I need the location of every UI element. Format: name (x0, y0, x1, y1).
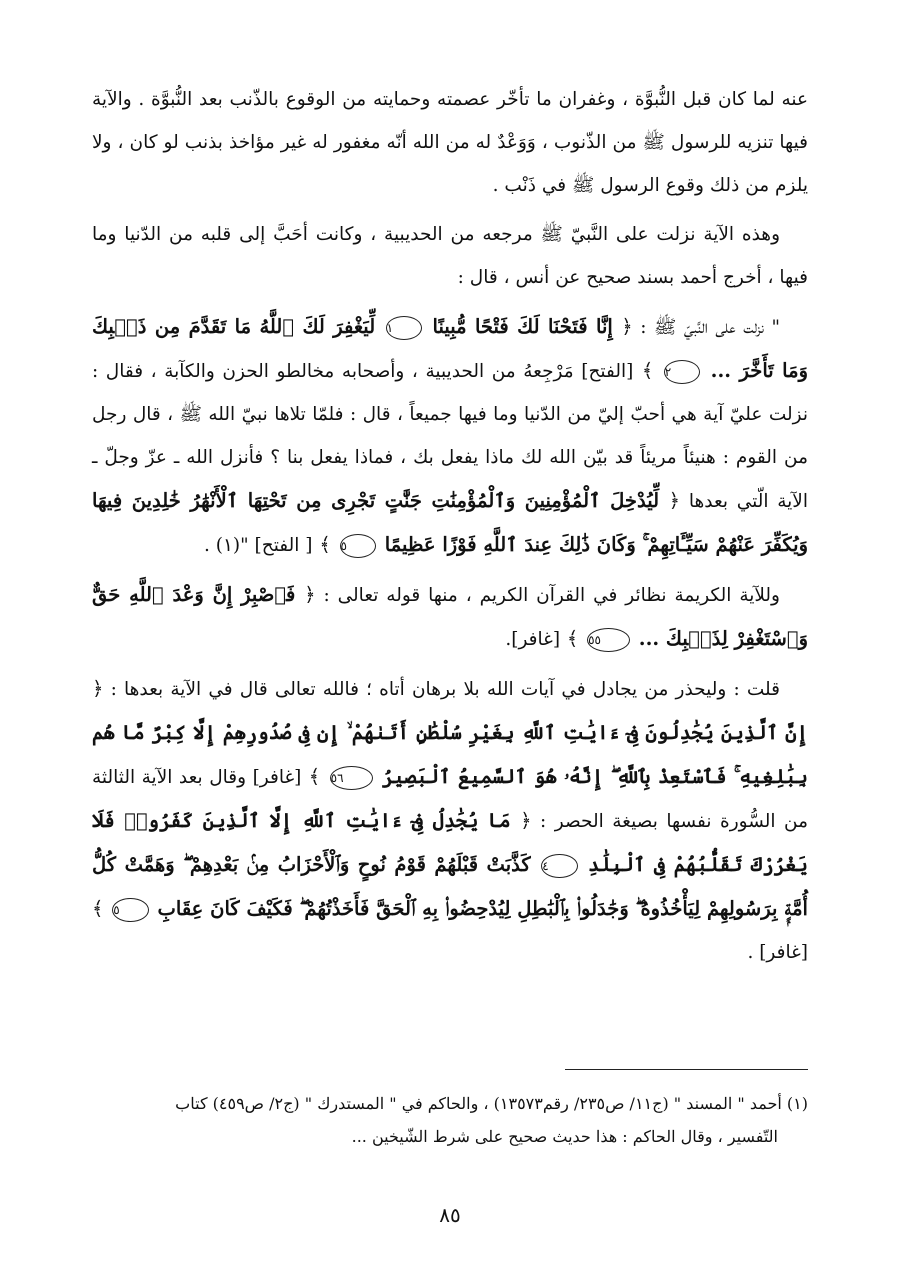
ornate-bracket-open: ﴿ (520, 809, 532, 832)
paragraph-body: [غافر] وقال بعد الآية الثالثة من السُّورة نفسها بصيغة الحصر : (92, 767, 808, 832)
verse-text: لِّيَغْفِرَ لَكَ ٱللَّهُ مَا تَقَدَّمَ مِن ذَنۢبِكَ وَمَا تَأَخَّرَ ... (92, 315, 808, 382)
verse-text: لِّيُدْخِلَ ٱلْمُؤْمِنِينَ وَٱلْمُؤْمِنَٰتِ جَنَّٰتٍ تَجْرِى مِن تَحْتِهَا ٱلْأَنْهَٰرُ خَٰلِدِينَ فِيهَا وَيُكَفِّرَ عَنْهُمْ سَيِّـَٔاتِهِمْ ۚ وَكَانَ ذَٰلِكَ عِندَ ٱللَّهِ فَوْزًا عَظِيمًا (92, 489, 808, 556)
ornate-bracket-close: ﴾ (566, 627, 579, 650)
ornate-bracket-open: ﴿ (668, 489, 681, 512)
paragraph-2: وهذه الآية نزلت على النَّبيّ ﷺ مرجعه من الحديبية ، وكانت أحَبَّ إلى قلبه من الدّنيا وما فيها ، أخرج أحمد بسند صحيح عن أنس ، قال : (92, 224, 808, 288)
verse-text: فَٱصْبِرْ إِنَّ وَعْدَ ٱللَّهِ حَقٌّ وَٱسْتَغْفِرْ لِذَنۢبِكَ ... (92, 583, 808, 650)
footnote (92, 1087, 808, 1153)
paragraph-lead: قلت : وليحذر من يجادل في آيات الله بلا برهان أتاه ؛ فالله تعالى قال في الآية بعدها : (110, 679, 780, 700)
verse-number-marker: ٥ (112, 898, 148, 922)
verse-number-marker: ٢ (664, 360, 700, 384)
ornate-bracket-open: ﴿ (92, 677, 104, 700)
paragraph-lead: وللآية الكريمة نظائر في القرآن الكريم ، منها قوله تعالى : (323, 585, 780, 606)
footnote-line: التّفسير ، وقال الحاكم : هذا حديث صحيح على شرط الشّيخين ... (351, 1127, 778, 1146)
page-body (92, 78, 808, 974)
verse-number-marker: ٤ (541, 854, 577, 878)
verse-number-marker: ٥ (340, 534, 376, 558)
verse-number-marker: ٥٥ (587, 628, 630, 652)
verse-text: مَا يُجَٰدِلُ فِىٓ ءَايَٰتِ ٱللَّهِ إِلَّا ٱلَّذِينَ كَفَرُوا۟ فَلَا يَغْرُرْكَ تَقَلُّبُهُمْ فِى ٱلْبِلَٰدِ (92, 809, 808, 876)
verse-text: إِنَّ ٱلَّذِينَ يُجَٰدِلُونَ فِىٓ ءَايَٰتِ ٱللَّهِ بِغَيْرِ سُلْطَٰنٍ أَتَىٰهُمْ ۙ إِن فِى صُدُورِهِمْ إِلَّا كِبْرٌ مَّا هُم بِبَٰلِغِيهِ ۚ فَٱسْتَعِذْ بِٱللَّهِ ۖ إِنَّهُۥ هُوَ ٱلسَّمِيعُ ٱلْبَصِيرُ (92, 721, 808, 788)
ornate-bracket-open: ﴿ (304, 583, 316, 606)
footnote-line: (١) أحمد " المسند " (ج١١/ ص٢٣٥/ رقم١٣٥٧٣) ، والحاكم في " المستدرك " (ج٢/ ص٤٥٩) كتاب (175, 1094, 808, 1113)
paragraph-1: عنه لما كان قبل النُّبوَّة ، وغفران ما تأخّر عصمته وحمايته من الوقوع بالذّنب بعد النُّبوَّة . والآية فيها تنزيه للرسول ﷺ من الذّنوب ، وَوَعْدٌ له من الله أنّه مغفور له غير مؤاخذ بذنب لو كان ، ولا يلزم من ذلك وقوع الرسول ﷺ في ذَنْب . (92, 89, 808, 196)
paragraph-4 (92, 573, 808, 661)
hadith-body: [الفتح] مَرْجِعهُ من الحديبية ، وأصحابه مخالطو الحزن والكآبة ، فقال : نزلت عليّ آية هي أحبّ إليّ من الدّنيا وما فيها جميعاً ، قال : فلمّا تلاها نبيّ الله ﷺ ، قال رجل من القوم : هنيئاً مريئاً قد بيّن الله لك ماذا يفعل بك ، فماذا يفعل بنا ؟ فأنزل الله ـ عزّ وجلّ ـ الآية الّتي بعدها (92, 361, 808, 512)
ornate-bracket-close: ﴾ (319, 533, 331, 556)
paragraph-5 (92, 667, 808, 974)
hadith-lead: " نزلت على النَّبيّ ﷺ : (640, 317, 780, 338)
page-number: ٨٥ (439, 1203, 461, 1227)
surah-reference: [غافر] . (747, 942, 808, 963)
surah-reference: [ الفتح] "(١) . (204, 535, 313, 556)
verse-text: كَذَّبَتْ قَبْلَهُمْ قَوْمُ نُوحٍ وَٱلْأَحْزَابُ مِنۢ بَعْدِهِمْ ۖ وَهَمَّتْ كُلُّ أُمَّةٍۭ بِرَسُولِهِمْ لِيَأْخُذُوهُ ۖ وَجَٰدَلُوا۟ بِٱلْبَٰطِلِ لِيُدْحِضُوا۟ بِهِ ٱلْحَقَّ فَأَخَذْتُهُمْ ۖ فَكَيْفَ كَانَ عِقَابِ (92, 853, 808, 920)
ornate-bracket-close: ﴾ (308, 765, 321, 788)
footnote-separator (565, 1069, 808, 1070)
verse-number-marker: ٥٦ (330, 766, 373, 790)
verse-number-marker: ١ (386, 316, 422, 340)
surah-reference: [غافر]. (505, 629, 561, 650)
ornate-bracket-close: ﴾ (641, 359, 654, 382)
ornate-bracket-open: ﴿ (621, 315, 633, 338)
ornate-bracket-close: ﴾ (92, 897, 104, 920)
verse-text: إِنَّا فَتَحْنَا لَكَ فَتْحًا مُّبِينًا (432, 315, 613, 338)
paragraph-3 (92, 305, 808, 567)
